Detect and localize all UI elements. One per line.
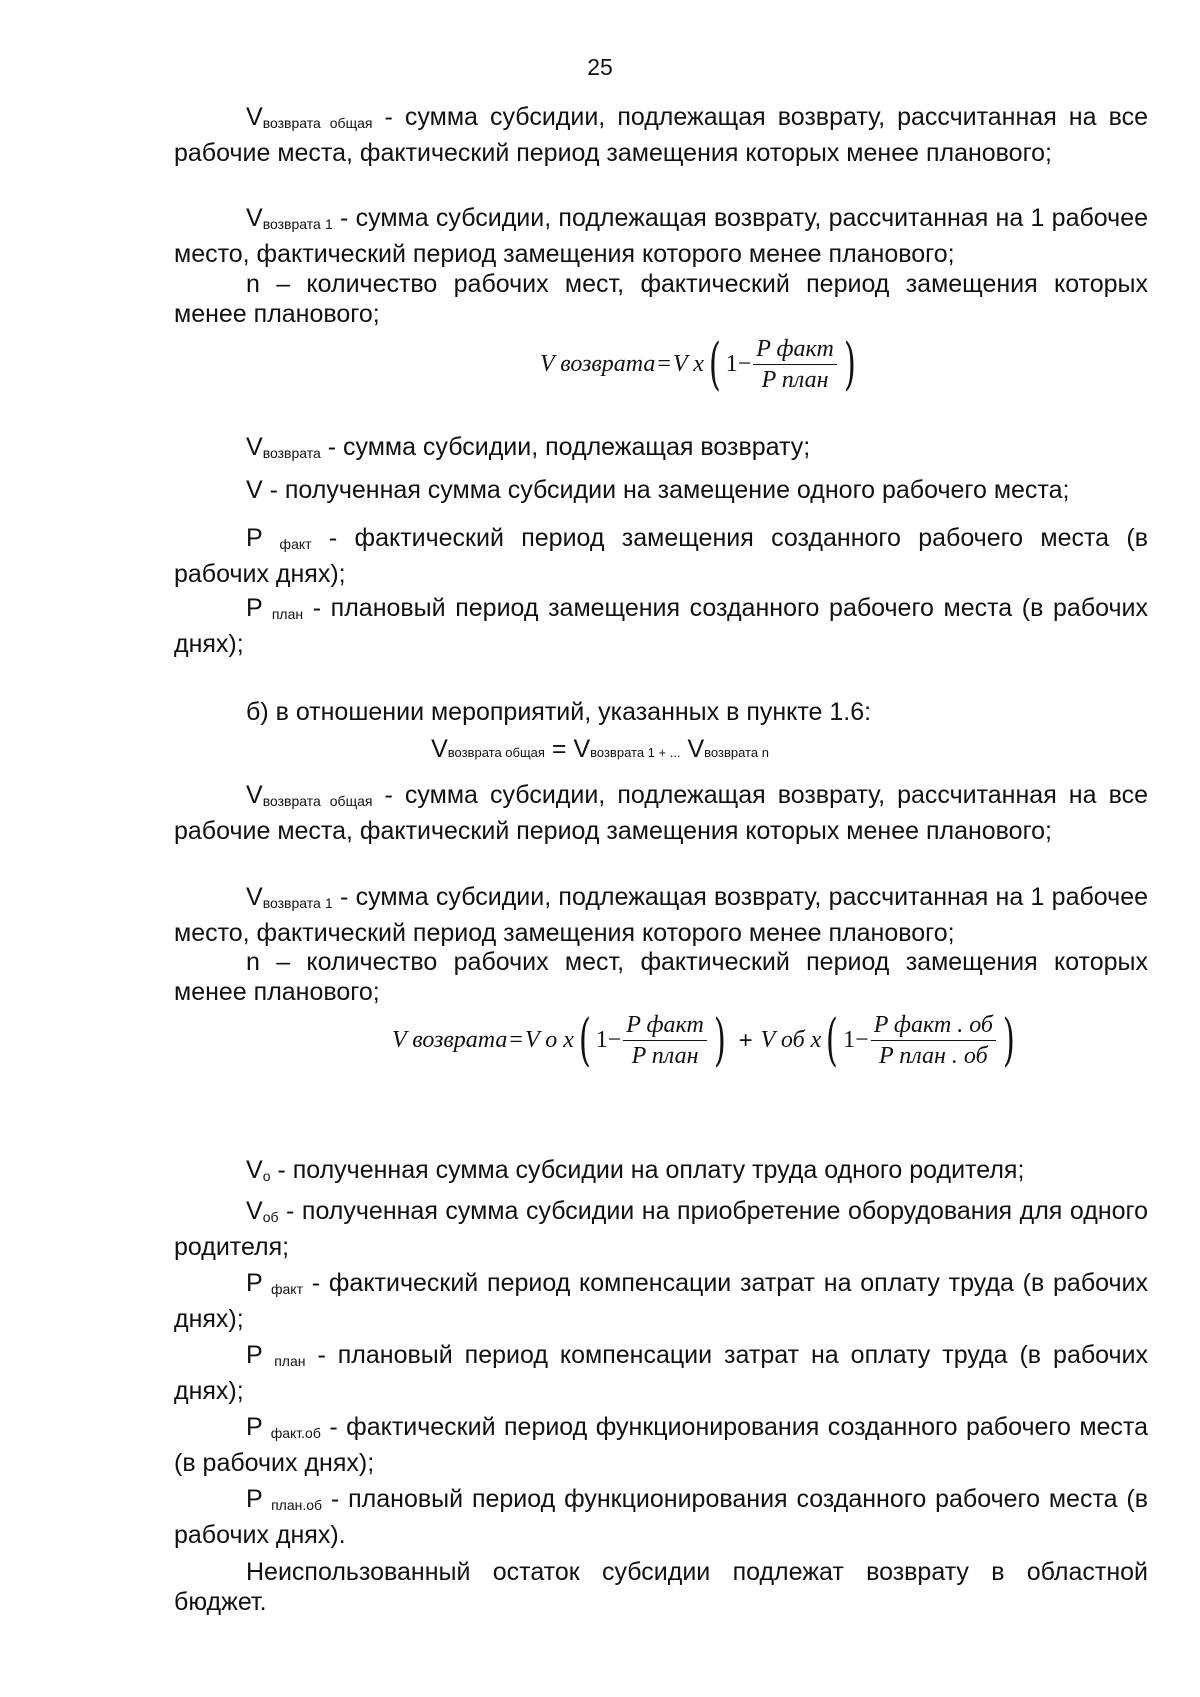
formula-2	[392, 1007, 1020, 1073]
formula-1	[540, 331, 861, 397]
definition-text: - сумма субсидии, подлежащая возврату;	[320, 433, 811, 461]
subscript: о	[262, 1168, 271, 1184]
fraction-2	[871, 1012, 996, 1069]
subscript: возврата n	[704, 745, 769, 760]
subscript: возврата 1	[262, 895, 333, 911]
subscript: план	[271, 606, 304, 622]
symbol: V	[246, 781, 263, 809]
symbol: V	[246, 433, 263, 461]
symbol: P	[246, 1269, 271, 1297]
def-p-plan-ob	[174, 1484, 1148, 1550]
right-paren: )	[843, 331, 856, 397]
def-n-2: n – количество рабочих мест, фактический период замещения которых менее планового;	[174, 948, 1148, 1006]
def-v: V - полученная сумма субсидии на замещение одного рабочего места;	[246, 476, 1070, 504]
term1-prefix: V o x	[524, 1027, 574, 1053]
definition-text: - плановый период замещения созданного рабочего места (в рабочих днях);	[174, 594, 1148, 658]
right-paren: )	[713, 1007, 726, 1073]
section-b-heading: б) в отношении мероприятий, указанных в пункте 1.6:	[246, 698, 872, 726]
numerator: P факт . об	[871, 1012, 996, 1041]
definition-text: - сумма субсидии, подлежащая возврату, рассчитанная на все рабочие места, фактический период замещения которых менее планового;	[174, 781, 1148, 845]
numerator: P факт	[753, 336, 837, 365]
def-p-fact-2	[174, 1268, 1148, 1334]
minus-sign-2: −	[855, 1027, 869, 1053]
symbol: P	[246, 1485, 272, 1513]
subscript: возврата 1 + ...	[590, 745, 681, 760]
closing-paragraph: Неиспользованный остаток субсидии подлежат возврату в областной бюджет.	[174, 1558, 1148, 1616]
minus-sign: −	[737, 351, 752, 377]
def-n-1: n – количество рабочих мест, фактический период замещения которых менее планового;	[174, 270, 1148, 328]
minus-sign: −	[607, 1027, 622, 1053]
definition-text: - сумма субсидии, подлежащая возврату, рассчитанная на 1 рабочее место, фактический период замещения которого менее планового;	[174, 204, 1148, 268]
def-v-total-2	[174, 780, 1148, 846]
symbol: V	[431, 735, 448, 763]
sum-formula	[0, 735, 1200, 764]
symbol: P	[246, 524, 280, 552]
definition-text: - фактический период функционирования созданного рабочего места (в рабочих днях);	[174, 1413, 1148, 1477]
def-p-plan-1	[174, 593, 1148, 659]
subscript: факт	[279, 536, 312, 552]
formula-prefix: V x	[672, 351, 704, 377]
denominator: P план . об	[879, 1043, 988, 1069]
symbol: V	[573, 735, 591, 763]
subscript: факт.об	[270, 1425, 321, 1441]
definition-text: - фактический период компенсации затрат на оплату труда (в рабочих днях);	[174, 1269, 1148, 1333]
equals-sign: =	[544, 735, 574, 763]
def-v-one-1	[174, 203, 1148, 269]
symbol: V	[246, 883, 263, 911]
def-v-ret	[174, 432, 1148, 468]
definition-text: - полученная сумма субсидии на приобретение оборудования для одного родителя;	[174, 1197, 1148, 1261]
formula-lhs: V возврата	[392, 1027, 508, 1053]
definition-text: - полученная сумма субсидии на оплату труда одного родителя;	[270, 1156, 1025, 1184]
def-p-fact-ob	[174, 1412, 1148, 1478]
def-p-plan-2	[174, 1340, 1148, 1406]
one: 1	[595, 1027, 608, 1053]
def-v-one-2	[174, 882, 1148, 948]
definition-text: - фактический период замещения созданного рабочего места (в рабочих днях);	[174, 524, 1148, 588]
fraction	[753, 336, 837, 393]
subscript: план	[274, 1353, 306, 1369]
definition-text: - плановый период компенсации затрат на оплату труда (в рабочих днях);	[174, 1341, 1149, 1405]
definition-text: - плановый период функционирования созданного рабочего места (в рабочих днях).	[174, 1485, 1148, 1549]
left-paren-2: (	[826, 1007, 839, 1073]
symbol: P	[246, 1413, 271, 1441]
page-number: 25	[587, 54, 613, 80]
right-paren-2: )	[1002, 1007, 1015, 1073]
left-paren: (	[708, 331, 721, 397]
formula-lhs: V возврата	[540, 351, 656, 377]
subscript: факт	[271, 1281, 303, 1297]
symbol: V	[246, 204, 263, 232]
subscript: возврата общая	[262, 115, 373, 131]
symbol: V	[246, 1156, 263, 1184]
symbol: V	[246, 103, 263, 131]
def-p-fact-1	[174, 523, 1148, 589]
symbol: V	[680, 735, 705, 763]
def-v-total-1	[174, 102, 1148, 168]
plus-sign: +	[738, 1026, 753, 1054]
denominator: P план	[631, 1043, 699, 1069]
symbol: V	[246, 1197, 263, 1225]
def-v-ob	[174, 1196, 1148, 1262]
denominator: P план	[761, 367, 829, 393]
symbol: P	[246, 1341, 275, 1369]
definition-text: - сумма субсидии, подлежащая возврату, рассчитанная на 1 рабочее место, фактический период замещения которого менее планового;	[174, 883, 1148, 947]
one: 1	[725, 351, 738, 377]
term2-prefix: V об x	[760, 1027, 822, 1053]
def-v-o	[174, 1155, 1148, 1191]
subscript: план.об	[271, 1497, 323, 1513]
one-2: 1	[843, 1027, 856, 1053]
subscript: возврата	[262, 445, 321, 461]
fraction-1	[623, 1012, 707, 1069]
equals-sign: =	[509, 1027, 523, 1053]
symbol: P	[246, 594, 272, 622]
subscript: возврата общая	[447, 745, 545, 760]
subscript: об	[262, 1209, 279, 1225]
subscript: возврата 1	[262, 216, 333, 232]
definition-text: - сумма субсидии, подлежащая возврату, рассчитанная на все рабочие места, фактический период замещения которых менее планового;	[174, 103, 1148, 167]
numerator: P факт	[623, 1012, 707, 1041]
equals-sign: =	[657, 351, 671, 377]
subscript: возврата общая	[262, 793, 373, 809]
left-paren: (	[578, 1007, 591, 1073]
